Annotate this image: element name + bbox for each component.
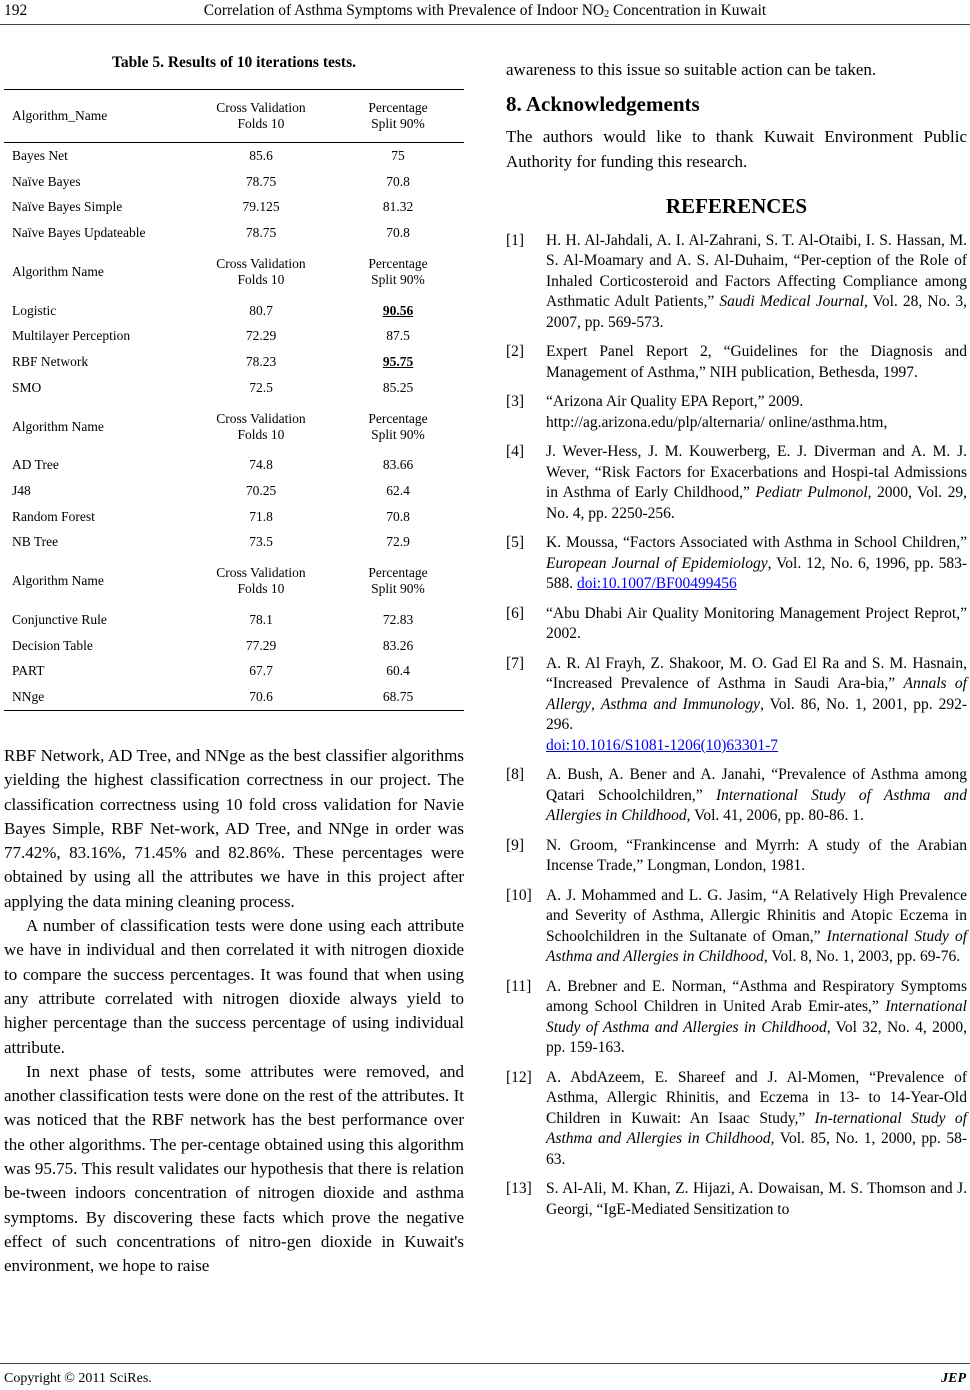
table-header-row bbox=[4, 90, 464, 143]
table-row bbox=[4, 530, 464, 556]
reference-number: [10] bbox=[506, 886, 532, 904]
reference-item bbox=[506, 886, 967, 968]
table-cell: 95.75 bbox=[382, 353, 414, 369]
table-header-cell: Cross Validation Folds 10 bbox=[216, 565, 306, 597]
table-cell: Random Forest bbox=[12, 508, 95, 524]
reference-text bbox=[546, 604, 967, 645]
table-cell: 83.26 bbox=[382, 637, 414, 653]
acknowledgements-text: The authors would like to thank Kuwait Environment Public Authority for funding this research. bbox=[506, 127, 967, 171]
table-caption: Table 5. Results of 10 iterations tests. bbox=[112, 54, 356, 71]
table-cell: 70.6 bbox=[190, 684, 332, 710]
reference-text bbox=[546, 836, 967, 877]
table-cell: 72.9 bbox=[386, 534, 410, 550]
table-cell: 77.29 bbox=[245, 637, 277, 653]
reference-text-part: Vol. 28, No. 3, 2007, pp. 569-573. bbox=[546, 293, 968, 331]
table-cell: 80.7 bbox=[249, 302, 273, 318]
reference-item bbox=[506, 342, 967, 383]
reference-number: [13] bbox=[506, 1180, 532, 1198]
table-row bbox=[4, 169, 464, 195]
reference-item bbox=[506, 1179, 967, 1220]
reference-text-part: “Abu Dhabi Air Quality Monitoring Management Project Reprot,” 2002. bbox=[546, 604, 967, 643]
table-cell: 62.4 bbox=[386, 483, 410, 499]
table-header-cell: Algorithm_Name bbox=[4, 90, 190, 143]
table-cell: 78.75 bbox=[245, 173, 277, 189]
reference-item bbox=[506, 1068, 967, 1171]
reference-item bbox=[506, 836, 967, 877]
reference-text bbox=[546, 533, 967, 595]
table-cell: 81.32 bbox=[382, 199, 414, 215]
table-cell: 79.125 bbox=[242, 199, 280, 215]
table-cell: 71.8 bbox=[249, 508, 273, 524]
reference-journal: Annals of Allergy bbox=[546, 675, 967, 713]
table-cell: SMO bbox=[12, 379, 42, 395]
reference-number: [3] bbox=[506, 393, 525, 411]
table-cell: 87.5 bbox=[386, 328, 410, 344]
journal-abbrev: JEP bbox=[941, 1371, 966, 1386]
reference-item bbox=[506, 533, 967, 595]
table-row bbox=[4, 453, 464, 479]
reference-number: [2] bbox=[506, 343, 525, 361]
reference-number: [11] bbox=[506, 977, 532, 995]
right-column bbox=[506, 54, 967, 1229]
table-cell: Naïve Bayes Updateable bbox=[12, 224, 146, 240]
reference-text-part: A. R. Al Frayh, Z. Shakoor, M. O. Gad El Ra and S. M. Hasnain, “Increased Prevalence of Asthma in Saudi Ara-bia,” bbox=[546, 654, 967, 693]
reference-number: [9] bbox=[506, 836, 525, 854]
table-header-cell: Algorithm Name bbox=[12, 418, 104, 434]
reference-journal: International Study of Asthma and Allergies in Childhood bbox=[546, 927, 967, 966]
table-row bbox=[4, 143, 464, 169]
reference-text-part: , Vol. 8, No. 1, 2003, pp. 69-76. bbox=[763, 948, 961, 966]
table-row bbox=[4, 375, 464, 401]
reference-text-part: K. Moussa, “Factors Associated with Asthma in School Children,” bbox=[546, 534, 967, 552]
table-cell: Naïve Bayes bbox=[12, 173, 81, 189]
reference-text bbox=[546, 231, 967, 334]
table-header-cell: Cross Validation Folds 10 bbox=[190, 90, 332, 143]
running-title: Correlation of Asthma Symptoms with Prevalence of Indoor $NO_2$ Concentration in Kuwait bbox=[203, 2, 767, 20]
table-header-row bbox=[4, 401, 464, 453]
table-cell: 72.5 bbox=[249, 379, 273, 395]
reference-text bbox=[546, 654, 967, 757]
table-cell: RBF Network bbox=[12, 353, 89, 369]
reference-text-part: A. Brebner and E. Norman, “Asthma and Respiratory Symptoms among School Children in United Arab Emir-ates,” bbox=[546, 977, 967, 1016]
table-row bbox=[4, 478, 464, 504]
reference-item bbox=[506, 977, 967, 1059]
table-cell: 60.4 bbox=[386, 663, 410, 679]
continuation-text: awareness to this issue so suitable action can be taken. bbox=[506, 60, 877, 79]
reference-number: [4] bbox=[506, 443, 525, 461]
reference-text-part: H. H. Al-Jahdali, A. I. Al-Zahrani, S. T. Al-Otaibi, I. S. Hassan, M. S. Al-Moamary and A. S. Al-Duhaim, “Per-ception of the Role of Inhaled Corticosteroid and Factors Affecting Compliance among Asthmatic Adult Patients,” bbox=[546, 231, 967, 311]
table-cell: 85.6 bbox=[249, 147, 273, 163]
table-row bbox=[4, 323, 464, 349]
reference-text bbox=[546, 1179, 967, 1220]
table-header-cell: Algorithm Name bbox=[12, 263, 104, 279]
reference-text bbox=[546, 886, 967, 968]
acknowledgements-heading: 8. Acknowledgements bbox=[506, 92, 700, 117]
reference-text-part: , Vol. 86, No. 1, 2001, pp. 292-296. bbox=[546, 695, 968, 734]
table-cell: 78.1 bbox=[249, 612, 273, 628]
body-paragraph: A number of classification tests were done using each attribute we have in individual and then correlated it with nitrogen dioxide to compare the success percentages. It was found that when using any attribute correlated with nitrogen dioxide always yield to higher percentage than the success percentage of using individual attribute. bbox=[4, 916, 464, 1057]
reference-text bbox=[546, 342, 967, 383]
reference-text-part: Expert Panel Report 2, “Guidelines for the Diagnosis and Management of Asthma,” NIH publication, Bethesda, 1997. bbox=[546, 343, 967, 381]
results-table bbox=[4, 89, 464, 711]
copyright-text: Copyright © 2011 SciRes. bbox=[4, 1371, 152, 1386]
table-cell: NB Tree bbox=[12, 534, 59, 550]
table-header-cell: Cross Validation Folds 10 bbox=[216, 410, 306, 442]
table-cell: Conjunctive Rule bbox=[12, 612, 107, 628]
reference-text-part: A. AbdAzeem, E. Shareef and J. Al-Momen, “Prevalence of Asthma, Allergic Rhinitis, and Eczema in 13- to 14-Year-Old Children in Kuwait: An Isaac Study,” bbox=[546, 1068, 967, 1127]
reference-text bbox=[546, 392, 967, 433]
page-number: 192 bbox=[4, 2, 28, 19]
reference-journal: Pediatr Pulmonol bbox=[755, 484, 868, 502]
table-cell: AD Tree bbox=[12, 457, 59, 473]
table-cell: 72.83 bbox=[382, 612, 414, 628]
table-cell: Decision Table bbox=[12, 637, 93, 653]
reference-text-part: J. Wever-Hess, J. M. Kouwerberg, E. J. Diverman and A. M. J. Wever, “Risk Factors for Exacerbations and Hospi-tal Admissions in Asthma of Early Childhood,” bbox=[546, 443, 967, 502]
doi-link[interactable]: doi:10.1016/S1081-1206(10)63301-7 bbox=[546, 736, 779, 754]
table-header-cell: Percentage Split 90% bbox=[368, 255, 428, 287]
reference-journal: In-ternational Study of Asthma and Allergies in Childhood bbox=[546, 1109, 967, 1148]
table-row bbox=[4, 220, 464, 246]
reference-journal: International Study of Asthma and Allergies in Childhood bbox=[546, 998, 967, 1036]
reference-item bbox=[506, 604, 967, 645]
table-cell: 72.29 bbox=[245, 328, 277, 344]
reference-text-part: , 2000, Vol. 29, No. 4, pp. 2250-256. bbox=[546, 484, 967, 522]
page-footer bbox=[0, 1363, 970, 1387]
table-cell: PART bbox=[12, 663, 45, 679]
reference-number: [12] bbox=[506, 1068, 532, 1086]
reference-item bbox=[506, 231, 967, 334]
reference-list bbox=[506, 231, 967, 1221]
table-cell: Naïve Bayes Simple bbox=[12, 199, 123, 215]
table-header-row bbox=[4, 246, 464, 298]
reference-item bbox=[506, 765, 967, 827]
reference-text bbox=[546, 765, 967, 827]
reference-text-part: , Vol. 12, No. 6, 1996, pp. 583-588. bbox=[546, 554, 968, 593]
table-cell: Multilayer Perception bbox=[12, 328, 131, 344]
references-heading: REFERENCES bbox=[665, 193, 808, 218]
left-body-text bbox=[4, 744, 464, 1279]
doi-link[interactable]: doi:10.1007/BF00499456 bbox=[577, 575, 737, 593]
reference-text bbox=[546, 1068, 967, 1171]
table-row bbox=[4, 504, 464, 530]
table-cell: 70.25 bbox=[245, 483, 277, 499]
table-row bbox=[4, 633, 464, 659]
reference-text-part: A. J. Mohammed and L. G. Jasim, “A Relatively High Prevalence and Severity of Asthma, Allergic Rhinitis and Atopic Eczema in Schoolchildren in the Sultanate of Oman,” bbox=[546, 886, 967, 945]
table-row bbox=[4, 194, 464, 220]
table-cell: 78.23 bbox=[245, 353, 277, 369]
table-header-row bbox=[4, 555, 464, 607]
reference-text-part: http://ag.arizona.edu/plp/alternaria/ online/asthma.htm, bbox=[546, 413, 888, 431]
reference-item bbox=[506, 442, 967, 524]
table-cell: 68.75 bbox=[332, 684, 464, 710]
table-cell: 70.8 bbox=[386, 224, 410, 240]
reference-text-part: N. Groom, “Frankincense and Myrrh: A study of the Arabian Incense Trade,” Longman, London, 1981. bbox=[546, 836, 967, 875]
table-header-cell: Percentage Split 90% bbox=[368, 410, 428, 442]
table-header-cell: Percentage Split 90% bbox=[332, 90, 464, 143]
table-cell: Logistic bbox=[12, 302, 57, 318]
reference-number: [8] bbox=[506, 766, 525, 784]
table-cell: 78.75 bbox=[245, 224, 277, 240]
table-cell: 90.56 bbox=[382, 302, 414, 318]
reference-text bbox=[546, 442, 967, 524]
reference-text-part: , Vol. 41, 2006, pp. 80-86. 1. bbox=[686, 807, 864, 825]
reference-text bbox=[546, 977, 967, 1059]
body-paragraph: RBF Network, AD Tree, and NNge as the best classifier algorithms yielding the highest classification correctness in our project. The classification correctness using 10 fold cross validation for Navie Bayes Simple, RBF Net-work, AD Tree, and NNge in order was 77.42%, 83.16%, 71.45% and 82.86%. These percentages were obtained by using all the attributes we have in this project after applying the data mining cleaning process. bbox=[4, 746, 464, 911]
reference-number: [1] bbox=[506, 231, 525, 249]
table-row bbox=[4, 349, 464, 375]
reference-number: [6] bbox=[506, 604, 525, 622]
reference-text-part: “Arizona Air Quality EPA Report,” 2009. bbox=[546, 393, 804, 411]
reference-journal: International Study of Asthma and Allergies in Childhood bbox=[546, 786, 968, 825]
reference-text-part: , Vol. 85, No. 1, 2000, pp. 58-63. bbox=[546, 1130, 967, 1168]
table-cell: 70.8 bbox=[386, 508, 410, 524]
reference-number: [5] bbox=[506, 534, 525, 552]
reference-journal: Saudi Medical Journal, bbox=[719, 293, 868, 311]
table-row bbox=[4, 659, 464, 685]
reference-journal: European Journal of Epidemiology bbox=[546, 554, 768, 572]
table-row bbox=[4, 684, 464, 710]
left-column bbox=[4, 54, 464, 1279]
body-paragraph: In next phase of tests, some attributes were removed, and another classification tests were done on the rest of the attributes. It was noticed that the RBF network has the best performance over the other algorithms. The per-centage obtained using this algorithm was 95.75. This result validates our hypothesis that there is relation be-tween indoors concentration of nitrogen dioxide and asthma symptoms. By discovering these facts which prove the negative effect of such concentrations of nitro-gen dioxide in Kuwait's environment, we hope to raise bbox=[4, 1061, 464, 1276]
table-row bbox=[4, 607, 464, 633]
table-header-cell: Algorithm Name bbox=[12, 573, 104, 589]
table-cell: 73.5 bbox=[249, 534, 273, 550]
table-cell: 85.25 bbox=[382, 379, 414, 395]
table-row bbox=[4, 298, 464, 324]
reference-item bbox=[506, 654, 967, 757]
table-cell: 70.8 bbox=[386, 173, 410, 189]
table-cell: Bayes Net bbox=[12, 147, 68, 163]
table-cell: NNge bbox=[4, 684, 190, 710]
table-header-cell: Cross Validation Folds 10 bbox=[216, 255, 306, 287]
table-cell: 67.7 bbox=[249, 663, 273, 679]
table-cell: 75 bbox=[391, 147, 405, 163]
table-header-cell: Percentage Split 90% bbox=[368, 565, 428, 597]
reference-item bbox=[506, 392, 967, 433]
reference-text-part: , Vol 32, No. 4, 2000, pp. 159-163. bbox=[546, 1018, 968, 1057]
table-cell: J48 bbox=[12, 483, 31, 499]
table-cell: 83.66 bbox=[382, 457, 414, 473]
table-cell: 74.8 bbox=[249, 457, 273, 473]
reference-text-part: , bbox=[591, 695, 601, 713]
reference-number: [7] bbox=[506, 654, 525, 672]
running-header bbox=[0, 0, 970, 25]
reference-text-part: S. Al-Ali, M. Khan, Z. Hijazi, A. Dowaisan, M. S. Thomson and J. Georgi, “IgE-Mediated Sensitization to bbox=[546, 1180, 967, 1218]
reference-text-part: A. Bush, A. Bener and A. Janahi, “Prevalence of Asthma among Qatari Schoolchildren,” bbox=[546, 766, 967, 804]
reference-journal: Asthma and Immunology bbox=[600, 695, 761, 713]
